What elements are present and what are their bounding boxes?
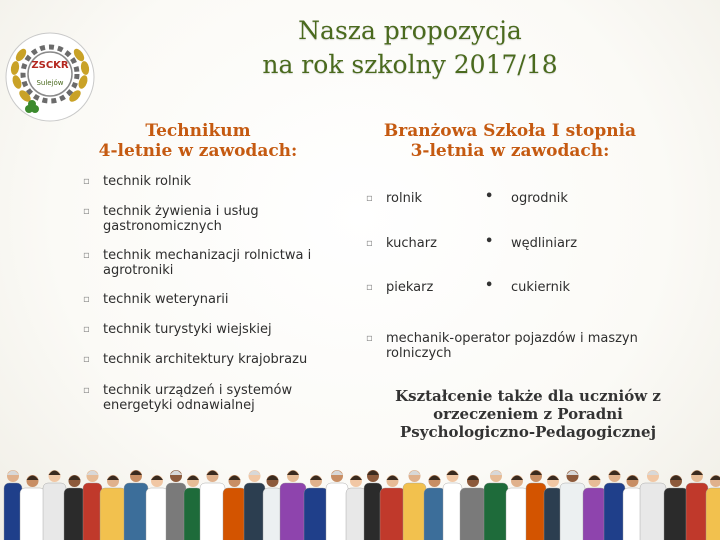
list-item-label: kucharz [386,236,437,251]
bullet-icon: • [485,234,494,249]
list-item-label: piekarz [386,280,434,295]
list-item-label: technik architektury krajobrazu [103,352,308,367]
list-item-label: technik weterynarii [103,292,229,307]
svg-text:Sulejów: Sulejów [36,79,64,87]
bullet-icon: ▫ [83,176,90,187]
list-item-label: technik turystyki wiejskiej [103,322,272,337]
bullet-icon: ▫ [366,282,373,293]
list-item-label: technik rolnik [103,174,191,189]
list-item [366,236,437,251]
bullet-icon: ▫ [366,193,373,204]
bullet-icon: • [485,278,494,293]
bullet-icon: ▫ [83,385,90,396]
list-item-label: wędliniarz [511,236,578,251]
bullet-icon: ▫ [83,250,90,261]
list-item [83,322,363,337]
bullet-icon: ▫ [83,324,90,335]
list-item [83,292,363,307]
list-item [83,174,363,189]
school-emblem-icon [3,30,97,124]
list-item-label: mechanik-operator pojazdów i maszyn rolniczych [386,331,638,361]
list-item-label: ogrodnik [511,191,568,206]
list-item-label: technik mechanizacji rolnictwa i agrotroniki [103,248,312,278]
list-item-label: cukiernik [511,280,571,295]
bullet-icon: • [485,189,494,204]
branzowa-heading-line-2: 3-letnia w zawodach: [410,141,610,161]
list-item [83,248,353,278]
technikum-heading-line-2: 4-letnie w zawodach: [98,141,298,161]
list-item [83,352,363,367]
list-item-label: rolnik [386,191,423,206]
list-item [83,204,313,234]
bullet-icon: ▫ [83,354,90,365]
list-item-label: technik żywienia i usług gastronomicznych [103,204,259,234]
bullet-icon: ▫ [83,206,90,217]
bullet-icon: ▫ [366,238,373,249]
page-title [110,14,710,82]
svg-text:ZSCKR: ZSCKR [31,60,69,71]
title-line-1: Nasza propozycja [298,16,522,45]
professionals-group-image [0,462,720,540]
branzowa-heading-line-1: Branżowa Szkoła I stopnia [383,121,637,141]
list-item [366,280,433,295]
list-item [485,280,570,295]
technikum-heading-line-1: Technikum [145,121,251,141]
list-item [83,383,333,413]
bullet-icon: ▫ [83,294,90,305]
title-line-2: na rok szkolny 2017/18 [262,50,558,79]
list-item [366,191,422,206]
list-item [485,191,568,206]
branzowa-heading [360,121,660,161]
list-item-label: technik urządzeń i systemów energetyki odnawialnej [103,383,293,413]
list-item [366,331,641,361]
list-item [485,236,577,251]
technikum-heading [78,121,318,161]
bullet-icon: ▫ [366,333,373,344]
special-needs-note: Kształcenie także dla uczniów z orzeczeniem z Poradni Psychologiczno-Pedagogicznej [395,387,661,441]
